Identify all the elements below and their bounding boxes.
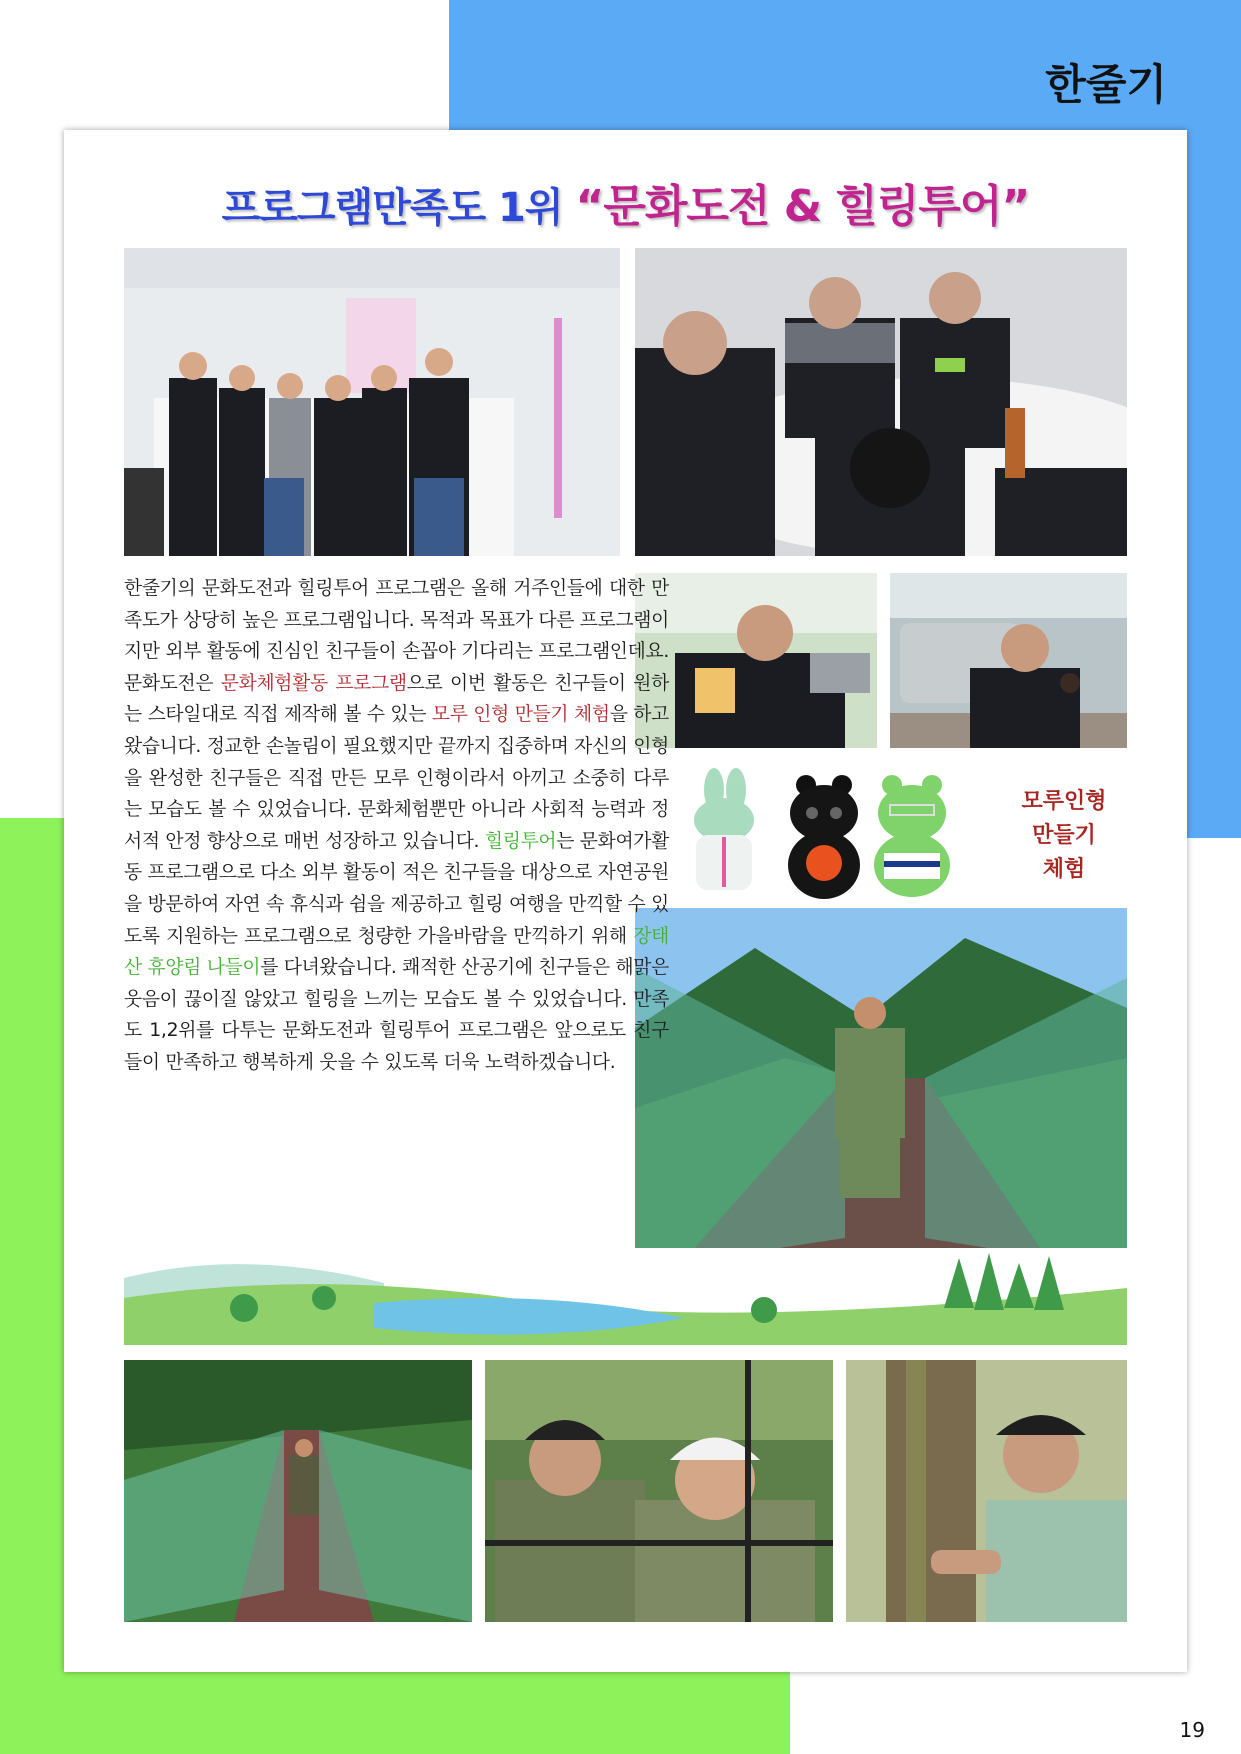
body-segment: 는 문화여가활동 프로그램으로 다소 외부 활동이 적은 친구들을 대상으로 자연공원을 방문하여 자연 속 휴식과 쉼을 제공하고 힐링 여행을 만끽할 수 있도록 지원하는 프로그램으로 청량한 가을바람을 만끽하기 위해 (124, 830, 669, 947)
highlight-moru-doll: 모루 인형 만들기 체험 (431, 704, 610, 726)
body-segment: 으로 이번 활동은 친구들이 원하는 스타일대로 직접 제작해 볼 수 있는 (124, 672, 669, 726)
page-title (64, 170, 1187, 234)
title-part1: 프로그램만족도 1위 (221, 185, 563, 231)
body-segment: 를 다녀왔습니다. 쾌적한 산공기에 친구들은 해맑은 웃음이 끊이질 않았고 힐링을 느끼는 모습도 볼 수 있었습니다. 만족도 1,2위를 다투는 문화도전과 힐링투어 프로그램은 앞으로도 친구들이 만족하고 행복하게 웃을 수 있도록 더욱 노력하겠습니다. (124, 957, 669, 1073)
toy-caption-line3: 체험 (1042, 857, 1086, 882)
boy-with-toy-photo-2 (890, 573, 1127, 748)
article-card (64, 130, 1187, 1672)
body-segment: 한줄기의 문화도전과 힐링투어 프로그램은 올해 거주인들에 대한 만족도가 상당히 높은 프로그램입니다. 목적과 목표가 다른 프로그램이지만 외부 활동에 진심인 친구들이 손꼽아 기다리는 프로그램인데요. 문화도전은 (124, 578, 669, 694)
highlight-jangtaesan: 장태산 휴양림 나들이 (124, 925, 669, 979)
highlight-healing-tour: 힐링투어 (484, 830, 557, 852)
suspension-bridge-photo (635, 908, 1127, 1270)
page-number: 19 (1179, 1718, 1205, 1742)
tree-hug-photo (846, 1360, 1127, 1622)
toy-caption-line1: 모루인형 (1021, 789, 1107, 814)
landscape-banner-illustration (124, 1248, 1127, 1345)
toy-caption-line2: 만들기 (1032, 823, 1096, 848)
group-photo-indoor (124, 248, 620, 556)
crafting-table-photo (635, 248, 1127, 556)
rope-net-photo (485, 1360, 833, 1622)
highlight-culture-program: 문화체험활동 프로그램 (220, 672, 407, 694)
title-part2: “문화도전 & 힐링투어” (575, 181, 1030, 232)
body-segment: 을 하고 왔습니다. 정교한 손놀림이 필요했지만 끝까지 집중하며 자신의 인형을 완성한 친구들은 직접 만든 모루 인형이라서 아끼고 소중히 다루는 모습도 볼 수 있었습니다. 문화체험뿐만 아니라 사회적 능력과 정서적 안정 향상으로 매번 성장하고 있습니다. (124, 704, 669, 852)
article-body (124, 573, 669, 1079)
boy-with-toy-photo-1 (635, 573, 877, 748)
moru-dolls-image (664, 765, 974, 905)
section-label: 한줄기 (1045, 60, 1167, 109)
bridge-walk-photo (124, 1360, 472, 1622)
toy-caption (1004, 785, 1124, 887)
